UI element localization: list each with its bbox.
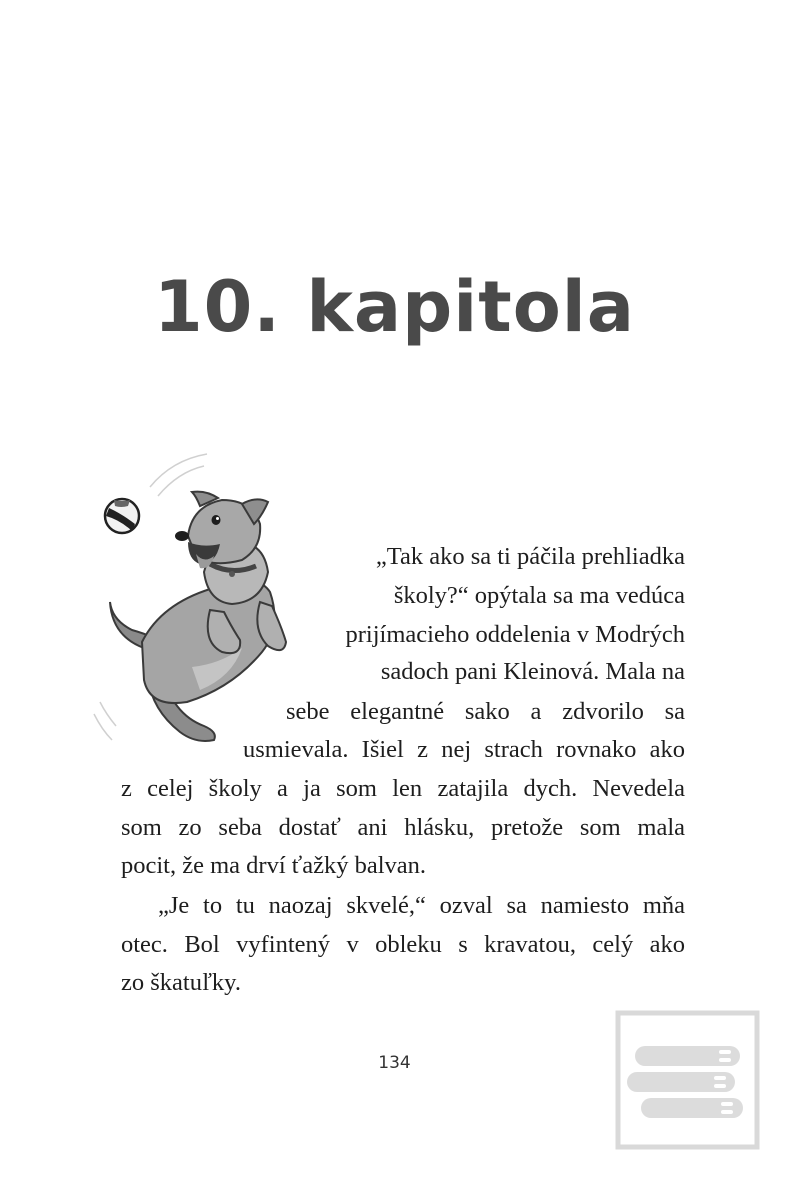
ball-icon xyxy=(105,499,139,533)
text-line: pocit, že ma drví ťažký balvan. xyxy=(121,852,427,879)
text-line: školy?“ opýtala sa ma vedúca xyxy=(393,582,685,609)
book-stack-icon xyxy=(615,1010,760,1150)
text-line: usmievala. Išiel z nej strach rovnako ako xyxy=(243,736,685,763)
page-number: 134 xyxy=(378,1053,411,1073)
chapter-title: 10. kapitola xyxy=(153,266,636,348)
text-line: otec. Bol vyfintený v obleku s kravatou, celý ako xyxy=(121,931,685,958)
text-line: zo škatuľky. xyxy=(121,969,241,996)
text-line: som zo seba dostať ani hlásku, pretože som mala xyxy=(121,814,685,841)
dog-with-ball-illustration xyxy=(92,452,302,752)
text-line: „Tak ako sa ti páčila prehliadka xyxy=(375,543,685,570)
dog-eye xyxy=(212,515,221,525)
text-line: sebe elegantné sako a zdvorilo sa xyxy=(286,698,685,725)
text-line: sadoch pani Kleinová. Mala na xyxy=(380,658,685,685)
text-line: prijímacieho oddelenia v Modrých xyxy=(345,621,685,648)
text-line: z celej školy a ja som len zatajila dych. Nevedela xyxy=(121,775,685,802)
dog-nose xyxy=(175,531,189,541)
text-line: „Je to tu naozaj skvelé,“ ozval sa namiesto mňa xyxy=(158,892,685,919)
